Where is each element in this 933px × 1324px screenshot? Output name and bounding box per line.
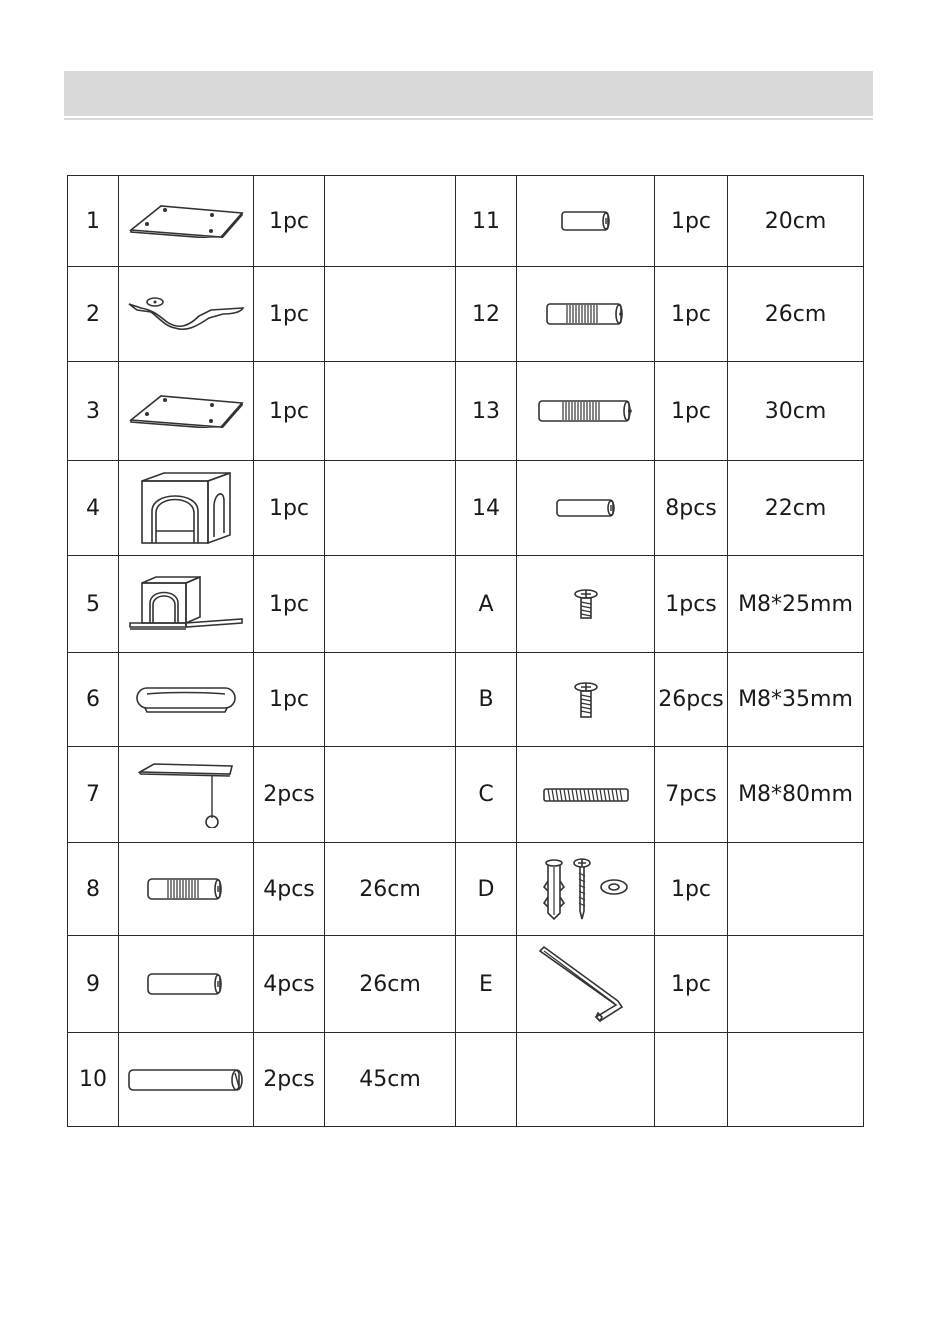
part-quantity: 1pc	[655, 267, 728, 362]
part-number: 4	[68, 461, 119, 556]
short-post-icon	[517, 176, 655, 267]
platform-board-icon	[119, 176, 254, 267]
table-row	[68, 1033, 864, 1127]
part-quantity: 7pcs	[655, 747, 728, 843]
parts-table	[67, 175, 864, 1127]
part-quantity: 1pc	[655, 843, 728, 936]
part-quantity: 1pc	[254, 461, 325, 556]
allen-key-icon	[517, 936, 655, 1033]
table-row	[68, 362, 864, 461]
part-size: M8*80mm	[728, 747, 864, 843]
threaded-rod-icon	[517, 747, 655, 843]
sisal-post-icon	[517, 267, 655, 362]
table-row	[68, 936, 864, 1033]
part-quantity	[655, 1033, 728, 1127]
part-quantity: 8pcs	[655, 461, 728, 556]
cushion-bed-icon	[119, 653, 254, 747]
part-size: 30cm	[728, 362, 864, 461]
part-number: 3	[68, 362, 119, 461]
table-row	[68, 461, 864, 556]
part-number: 10	[68, 1033, 119, 1127]
part-size: 26cm	[728, 267, 864, 362]
part-quantity: 26pcs	[655, 653, 728, 747]
plain-post-icon	[119, 936, 254, 1033]
table-row	[68, 556, 864, 653]
part-size	[325, 267, 456, 362]
part-number: 1	[68, 176, 119, 267]
part-number: E	[456, 936, 517, 1033]
part-quantity: 1pc	[254, 556, 325, 653]
part-quantity: 1pc	[655, 362, 728, 461]
part-number: D	[456, 843, 517, 936]
part-quantity: 1pc	[655, 936, 728, 1033]
hammock-icon	[119, 267, 254, 362]
anchor-screw-washer-icon	[517, 843, 655, 936]
empty-cell	[517, 1033, 655, 1127]
header-rule	[64, 118, 873, 120]
part-quantity: 4pcs	[254, 843, 325, 936]
part-quantity: 4pcs	[254, 936, 325, 1033]
part-size	[325, 461, 456, 556]
part-size: 20cm	[728, 176, 864, 267]
part-number: B	[456, 653, 517, 747]
part-quantity: 1pc	[254, 267, 325, 362]
short-bolt-icon	[517, 556, 655, 653]
part-number: A	[456, 556, 517, 653]
part-quantity: 1pc	[254, 653, 325, 747]
part-number: 14	[456, 461, 517, 556]
part-size: M8*35mm	[728, 653, 864, 747]
part-quantity: 1pcs	[655, 556, 728, 653]
platform-board-icon	[119, 362, 254, 461]
part-quantity: 2pcs	[254, 1033, 325, 1127]
sisal-post-long-icon	[517, 362, 655, 461]
table-row	[68, 267, 864, 362]
part-size: 26cm	[325, 936, 456, 1033]
part-size	[325, 747, 456, 843]
part-number: 2	[68, 267, 119, 362]
part-size: M8*25mm	[728, 556, 864, 653]
header-bar	[64, 71, 873, 116]
part-number: 5	[68, 556, 119, 653]
part-number	[456, 1033, 517, 1127]
part-size: 22cm	[728, 461, 864, 556]
part-size	[325, 556, 456, 653]
table-row	[68, 176, 864, 267]
part-quantity: 2pcs	[254, 747, 325, 843]
table-row	[68, 843, 864, 936]
part-quantity: 1pc	[254, 362, 325, 461]
part-size	[728, 936, 864, 1033]
part-size	[325, 653, 456, 747]
long-post-icon	[119, 1033, 254, 1127]
part-number: 6	[68, 653, 119, 747]
part-number: 13	[456, 362, 517, 461]
part-number: 9	[68, 936, 119, 1033]
part-size	[325, 176, 456, 267]
shelf-with-ball-icon	[119, 747, 254, 843]
part-number: 11	[456, 176, 517, 267]
sisal-post-icon	[119, 843, 254, 936]
part-size	[728, 1033, 864, 1127]
part-number: 7	[68, 747, 119, 843]
short-post-icon	[517, 461, 655, 556]
table-row	[68, 653, 864, 747]
part-quantity: 1pc	[655, 176, 728, 267]
part-quantity: 1pc	[254, 176, 325, 267]
part-size	[325, 362, 456, 461]
part-number: 8	[68, 843, 119, 936]
part-size	[728, 843, 864, 936]
condo-box-icon	[119, 461, 254, 556]
part-number: C	[456, 747, 517, 843]
table-row	[68, 747, 864, 843]
part-size: 45cm	[325, 1033, 456, 1127]
part-number: 12	[456, 267, 517, 362]
condo-with-platform-icon	[119, 556, 254, 653]
bolt-icon	[517, 653, 655, 747]
part-size: 26cm	[325, 843, 456, 936]
